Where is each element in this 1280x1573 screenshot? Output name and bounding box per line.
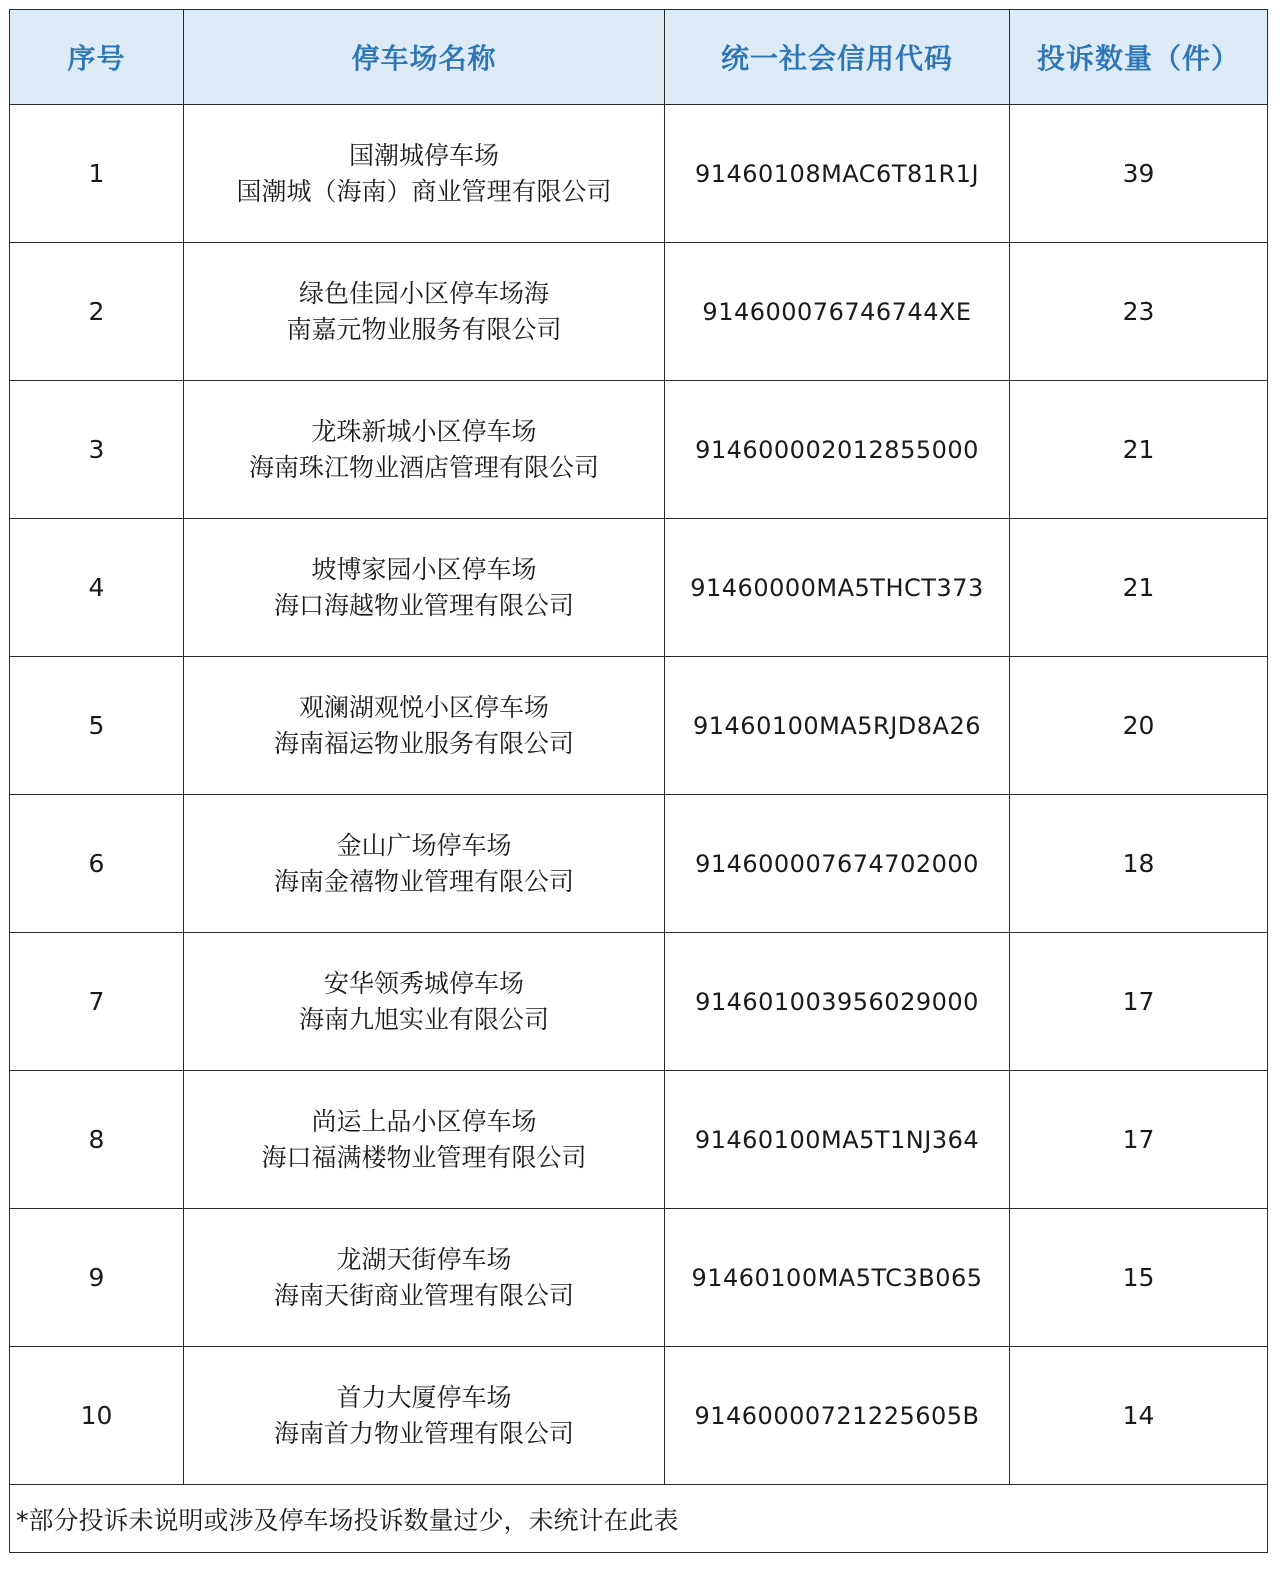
row-parking-name [184, 381, 665, 519]
table-header-row [10, 10, 1268, 105]
row-index: 2 [10, 243, 184, 381]
operator-company-name: 海口福满楼物业管理有限公司 [261, 1142, 587, 1172]
table-row [10, 243, 1268, 381]
parking-lot-name: 龙珠新城小区停车场 [311, 416, 537, 446]
row-index: 6 [10, 795, 184, 933]
parking-lot-name: 安华领秀城停车场 [323, 968, 524, 998]
footnote: *部分投诉未说明或涉及停车场投诉数量过少，未统计在此表 [10, 1485, 1268, 1553]
operator-company-name: 海南首力物业管理有限公司 [273, 1418, 574, 1448]
row-credit-code: 91460100MA5T1NJ364 [665, 1071, 1010, 1209]
row-complaint-count: 21 [1010, 519, 1268, 657]
row-complaint-count: 17 [1010, 1071, 1268, 1209]
operator-company-name: 国潮城（海南）商业管理有限公司 [236, 176, 612, 206]
operator-company-name: 南嘉元物业服务有限公司 [286, 314, 562, 344]
row-index: 8 [10, 1071, 184, 1209]
row-credit-code: 914601003956029000 [665, 933, 1010, 1071]
row-index: 7 [10, 933, 184, 1071]
row-parking-name [184, 933, 665, 1071]
row-credit-code: 9146000072122560​5B [665, 1347, 1010, 1485]
table-row [10, 519, 1268, 657]
row-complaint-count: 15 [1010, 1209, 1268, 1347]
header-complaint-count: 投诉数量（件） [1010, 10, 1268, 105]
parking-lot-name: 观澜湖观悦小区停车场 [298, 692, 549, 722]
row-credit-code: 914600007674702000 [665, 795, 1010, 933]
complaint-table-container [9, 9, 1267, 1553]
table-row [10, 381, 1268, 519]
table-row [10, 1347, 1268, 1485]
row-parking-name [184, 657, 665, 795]
operator-company-name: 海南天街商业管理有限公司 [273, 1280, 574, 1310]
row-complaint-count: 20 [1010, 657, 1268, 795]
row-credit-code: 91460000201285500​0 [665, 381, 1010, 519]
row-complaint-count: 21 [1010, 381, 1268, 519]
operator-company-name: 海南福运物业服务有限公司 [273, 728, 574, 758]
table-row [10, 795, 1268, 933]
parking-lot-name: 金山广场停车场 [336, 830, 512, 860]
parking-lot-name: 尚运上品小区停车场 [311, 1106, 537, 1136]
row-parking-name [184, 243, 665, 381]
row-complaint-count: 39 [1010, 105, 1268, 243]
row-credit-code: 91460000MA5THCT373 [665, 519, 1010, 657]
row-index: 3 [10, 381, 184, 519]
table-row [10, 933, 1268, 1071]
row-credit-code: 91460108MAC6T81R1J [665, 105, 1010, 243]
parking-complaint-table [9, 9, 1268, 1553]
header-credit-code: 统一社会信用代码 [665, 10, 1010, 105]
row-parking-name [184, 519, 665, 657]
table-row [10, 105, 1268, 243]
parking-lot-name: 首力大厦停车场 [336, 1382, 512, 1412]
row-credit-code: 91460100MA5TC3B065 [665, 1209, 1010, 1347]
row-complaint-count: 18 [1010, 795, 1268, 933]
row-credit-code: 914600076746744XE [665, 243, 1010, 381]
parking-lot-name: 国潮城停车场 [348, 140, 499, 170]
operator-company-name: 海南金禧物业管理有限公司 [273, 866, 574, 896]
row-parking-name [184, 1071, 665, 1209]
header-parking-name: 停车场名称 [184, 10, 665, 105]
row-complaint-count: 17 [1010, 933, 1268, 1071]
operator-company-name: 海南九旭实业有限公司 [298, 1004, 549, 1034]
table-row [10, 657, 1268, 795]
operator-company-name: 海口海越物业管理有限公司 [273, 590, 574, 620]
row-complaint-count: 23 [1010, 243, 1268, 381]
operator-company-name: 海南珠江物业酒店管理有限公司 [248, 452, 599, 482]
table-body [10, 105, 1268, 1485]
row-index: 10 [10, 1347, 184, 1485]
parking-lot-name: 龙湖天街停车场 [336, 1244, 512, 1274]
header-index: 序号 [10, 10, 184, 105]
row-complaint-count: 14 [1010, 1347, 1268, 1485]
row-parking-name [184, 795, 665, 933]
row-index: 9 [10, 1209, 184, 1347]
parking-lot-name: 坡博家园小区停车场 [311, 554, 537, 584]
row-credit-code: 91460100MA5RJD8A26 [665, 657, 1010, 795]
table-row [10, 1071, 1268, 1209]
row-index: 5 [10, 657, 184, 795]
parking-lot-name: 绿色佳园小区停车场海 [298, 278, 549, 308]
row-index: 1 [10, 105, 184, 243]
row-parking-name [184, 105, 665, 243]
footnote-row [10, 1485, 1268, 1553]
row-parking-name [184, 1209, 665, 1347]
table-row [10, 1209, 1268, 1347]
row-index: 4 [10, 519, 184, 657]
row-parking-name [184, 1347, 665, 1485]
